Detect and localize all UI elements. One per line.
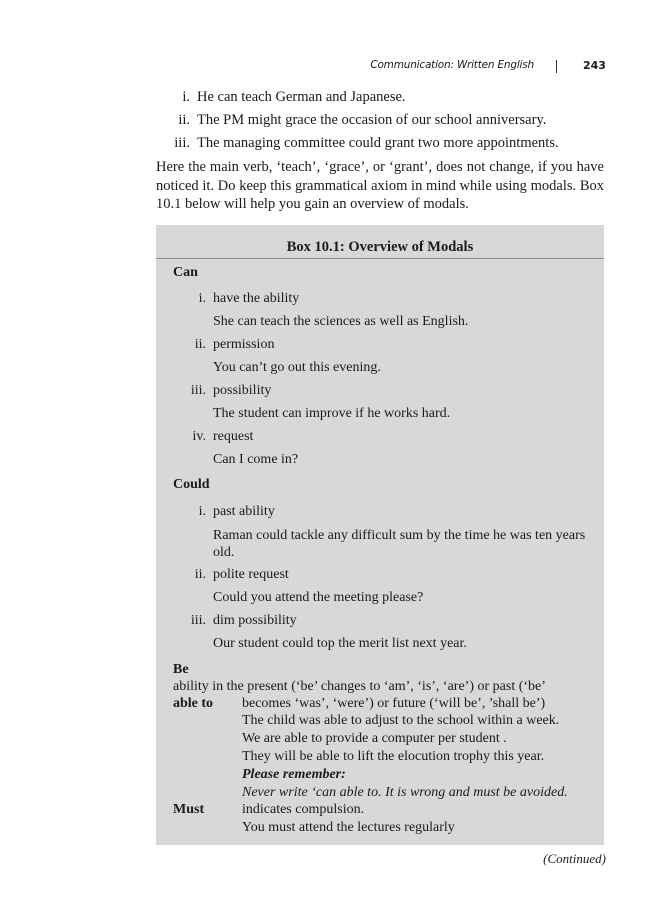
could-heading: Could — [173, 477, 210, 492]
can-heading: Can — [173, 265, 198, 280]
can-item-meaning: request — [213, 429, 254, 444]
must-meaning: indicates compulsion. — [242, 802, 365, 817]
be-able-to-example: We are able to provide a computer per student . — [242, 731, 507, 746]
box-title: Box 10.1: Overview of Modals — [286, 239, 474, 255]
example-number: i. — [182, 89, 190, 105]
example-number: iii. — [174, 135, 190, 151]
example-text: The PM might grace the occasion of our school anniversary. — [197, 112, 547, 128]
could-item-number: ii. — [194, 567, 206, 582]
be-able-to-heading: Be — [173, 662, 189, 677]
be-able-to-example: The child was able to adjust to the school within a week. — [242, 713, 560, 728]
continued-note: (Continued) — [543, 851, 606, 866]
can-item-number: iii. — [190, 383, 206, 398]
can-item-meaning: permission — [213, 337, 275, 352]
header-separator — [556, 60, 557, 73]
be-able-to-line2: becomes ‘was’, ‘were’) or future (‘will be’, ’shall be’) — [242, 696, 546, 711]
be-able-to-line1: ability in the present (‘be’ changes to ‘am’, ‘is’, ‘are’) or past (‘be’ — [173, 679, 546, 694]
must-example: You must attend the lectures regularly — [242, 820, 455, 835]
example-text: He can teach German and Japanese. — [197, 89, 406, 105]
body-paragraph: Here the main verb, ‘teach’, ‘grace’, or ‘grant’, does not change, if you have noticed it. Do keep this grammatical axiom in mind while using modals. Box 10.1 below will help you gain an overview of modals. — [156, 159, 604, 212]
can-item-meaning: have the ability — [213, 291, 300, 306]
be-able-to-example: They will be able to lift the elocution trophy this year. — [242, 749, 545, 764]
could-item-meaning: polite request — [213, 567, 289, 582]
could-item-meaning: dim possibility — [213, 613, 297, 628]
overview-box — [156, 225, 604, 845]
box-title-rule — [156, 258, 604, 259]
remember-label: Please remember: — [242, 767, 346, 782]
example-number: ii. — [178, 112, 190, 128]
running-title: Communication: Written English — [370, 59, 534, 71]
could-item-example: Our student could top the merit list next year. — [213, 636, 467, 651]
example-text: The managing committee could grant two more appointments. — [197, 135, 559, 151]
could-item-meaning: past ability — [213, 504, 275, 519]
can-item-example: Can I come in? — [213, 452, 299, 467]
can-item-meaning: possibility — [213, 383, 272, 398]
could-item-example: Could you attend the meeting please? — [213, 590, 424, 605]
can-item-number: iv. — [192, 429, 206, 444]
could-item-number: i. — [198, 504, 206, 519]
can-item-example: You can’t go out this evening. — [213, 360, 381, 375]
must-heading: Must — [173, 802, 205, 817]
can-item-number: ii. — [194, 337, 206, 352]
be-able-to-heading-2: able to — [173, 696, 214, 711]
remember-text: Never write ‘can able to. It is wrong and must be avoided. — [242, 785, 568, 800]
could-item-number: iii. — [190, 613, 206, 628]
page-number: 243 — [583, 59, 606, 72]
could-item-example: Raman could tackle any difficult sum by the time he was ten years old. — [213, 528, 586, 560]
can-item-example: She can teach the sciences as well as English. — [213, 314, 469, 329]
can-item-example: The student can improve if he works hard. — [213, 406, 451, 421]
can-item-number: i. — [198, 291, 206, 306]
